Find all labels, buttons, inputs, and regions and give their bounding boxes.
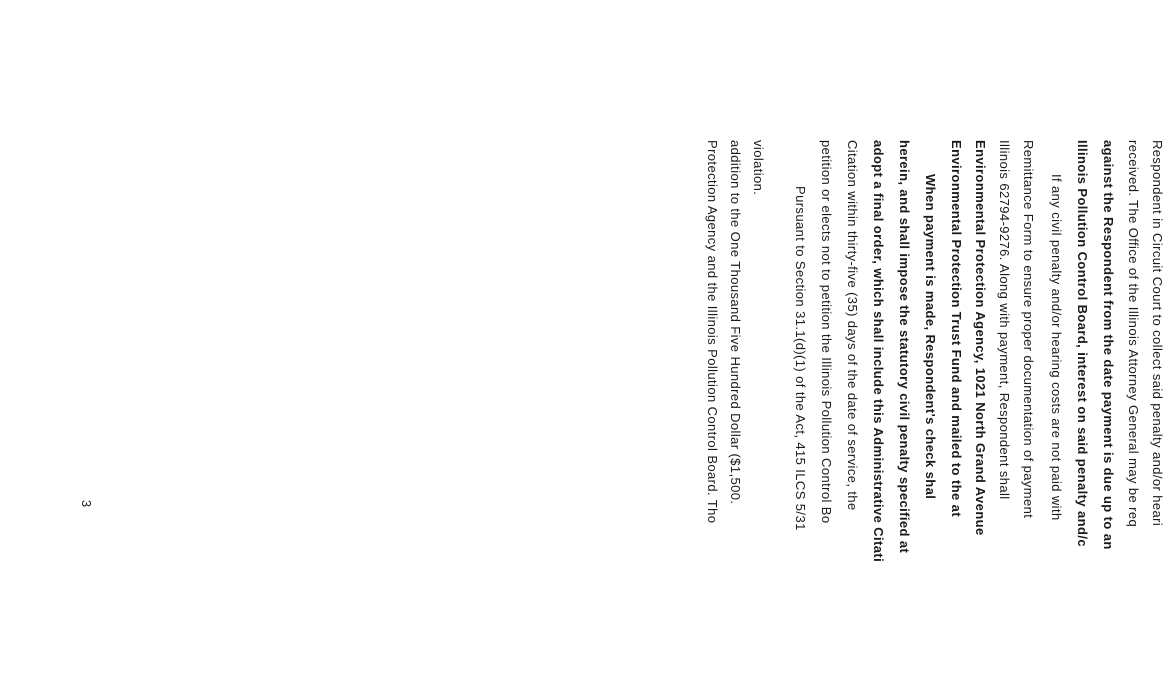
text-line: adopt a final order, which shall include this Administrative Citati <box>871 140 886 563</box>
text-line: Illinois 62794-9276. Along with payment, Respondent shall <box>997 140 1012 500</box>
text-line: received. The Office of the Illinois Attorney General may be req <box>1126 140 1141 528</box>
text-line: Pursuant to Section 31.1(d)(1) of the Act, 415 ILCS 5/31 <box>793 186 808 531</box>
page-number: 3 <box>79 499 95 508</box>
text-line: addition to the One Thousand Five Hundred Dollar ($1,500. <box>728 140 743 505</box>
text-line: herein, and shall impose the statutory civil penalty specified at <box>897 140 912 554</box>
text-line: violation. <box>751 140 766 196</box>
text-line: Illinois Pollution Control Board, interest on said penalty and/c <box>1075 140 1090 547</box>
text-line: Protection Agency and the Illinois Pollution Control Board. Tho <box>705 140 720 524</box>
text-line: Environmental Protection Trust Fund and mailed to the at <box>949 140 964 518</box>
text-line: When payment is made, Respondent's check shal <box>923 174 938 500</box>
text-line: against the Respondent from the date payment is due up to an <box>1101 140 1116 550</box>
text-line: Remittance Form to ensure proper documentation of payment <box>1021 140 1036 519</box>
text-line: Environmental Protection Agency, 1021 North Grand Avenue <box>973 140 988 536</box>
text-line: If any civil penalty and/or hearing costs are not paid with <box>1049 174 1064 521</box>
text-line: Citation within thirty-five (35) days of the date of service, the <box>845 140 860 511</box>
text-line: petition or elects not to petition the Illinois Pollution Control Bo <box>819 140 834 524</box>
text-line: Respondent in Circuit Court to collect said penalty and/or heari <box>1150 140 1165 527</box>
